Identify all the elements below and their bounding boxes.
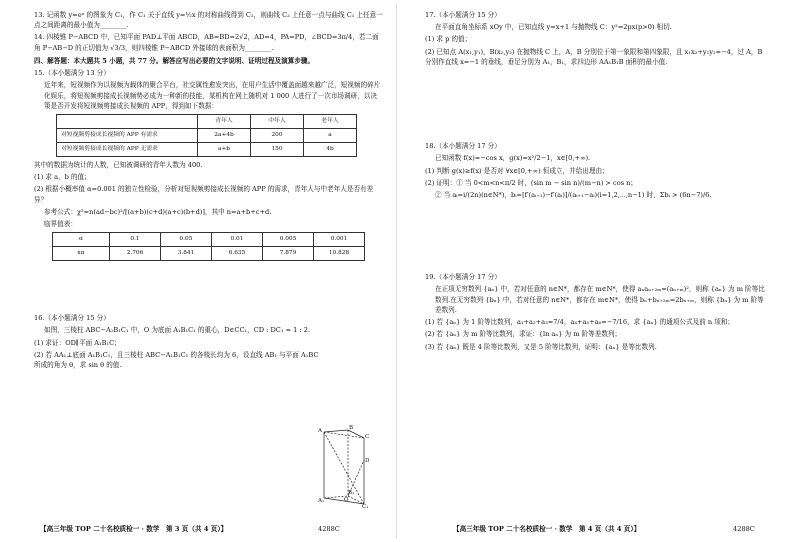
paper-code: 4288C (318, 524, 340, 533)
table-row (57, 142, 357, 156)
table-cell: 0.001 (314, 233, 365, 247)
survey-table (56, 114, 357, 157)
question-17-heading: 17.（本小题满分 15 分） (425, 11, 501, 19)
question-15-heading: 15.（本小题满分 13 分） (34, 69, 110, 78)
table-row (53, 247, 365, 261)
vertex-label: A (318, 428, 322, 434)
table-cell: 2a+4b (198, 128, 251, 142)
table-cell: 对短视频剪接成长视频的 APP 无需求 (57, 142, 198, 156)
question-19-part-2: (2) 若 {aₙ} 为 m 阶等比数列，求证：{ln aₙ} 为 m 阶等差数列； (425, 330, 622, 339)
table-header-cell: 青年人 (198, 114, 251, 128)
question-18-part-1: (1) 判断 g(x)≥f(x) 是否对 ∀x∈[0,+∞) 恒成立，并给出理由； (425, 166, 609, 175)
table-cell: 7.879 (263, 247, 314, 261)
table-header-cell: 老年人 (304, 114, 357, 128)
table-header-cell (57, 114, 198, 128)
table-row (57, 128, 357, 142)
table-cell: a+b (198, 142, 251, 156)
edge (324, 432, 364, 504)
question-15-note: 其中的数据为统计的人数，已知被调研的青年人数为 400. (34, 160, 203, 169)
table-row (53, 233, 365, 247)
table-row (57, 114, 357, 128)
vertex-label: O (344, 497, 349, 503)
table-cell: 0.01 (212, 233, 263, 247)
answer-space (425, 202, 766, 272)
vertex-label: D (365, 458, 370, 464)
edge (324, 430, 348, 432)
question-13: 13. 记函数 y=eˣ 的图象为 C₁，作 C₁ 关于直线 y=½x 的对称曲线得到 C₂，则曲线 C₂ 上任意一点与曲线 C₁ 上任意一点之间距离的最小值为________. (34, 11, 383, 30)
answer-space (34, 265, 383, 313)
question-15-part-1: (1) 求 a，b 的值； (34, 173, 91, 182)
critical-value-table (52, 232, 365, 261)
question-16-text: 如图，三棱柱 ABC−A₁B₁C₁ 中，O 为底面 A₁B₁C₁ 的重心，D∈CC₁，CD : DC₁ = 1 : 2. (44, 326, 311, 335)
vertex-label: B₁ (348, 490, 355, 496)
answer-space (425, 69, 766, 141)
question-18-part-2a: (2) 证明：① 当 0<m<n<π/2 时，(sin m − sin n)/(m−n) > cos n； (425, 178, 638, 187)
vertex-label: C (365, 434, 370, 440)
footer-page-4: 【高三年级 TOP 二十名校质检一 · 数学 第 4 页（共 4 页）】 (453, 524, 641, 533)
question-19-heading: 19.（本小题满分 17 分） (425, 273, 501, 282)
table-cell: a (304, 128, 357, 142)
table-cell: 0.1 (110, 233, 161, 247)
question-15-text: 近年来，短视频作为以视频为载体的聚合平台，社交属性愈发突出，在用户生活中覆盖面越来越广泛，短视频的碎片化娱乐，将短视频剪接成长视频势必成为一种新的技能，某机构在网上随机对 1 000 人进行了一次市场调研，以决策是否开发将短视频剪接成长视频的 APP，得到如下数据： (44, 81, 381, 110)
table-cell: 10.828 (314, 247, 365, 261)
question-17-part-2: (2) 已知点 A(x₁,y₁)，B(x₂,y₂) 在抛物线 C 上，A，B 分别位于第一象限和第四象限，且 x₁x₂+y₁y₂=−4，过 A，B 分别作直线 x=−1 的垂线，垂足分别为 A₁，B₁，求四边形 AA₁B₁B 面积的最小值. (425, 47, 763, 66)
page-4 (397, 0, 794, 542)
critical-value-label: 临界值表： (44, 220, 77, 229)
vertex-label: B (349, 425, 354, 431)
table-header-cell: α (53, 233, 110, 247)
question-19-part-1: (1) 若 {aₙ} 为 1 阶等比数列，a₁+a₂+a₃=7/4，a₄+a₅+a₆=−7/16，求 {aₙ} 的通项公式及前 n 项和； (425, 318, 735, 327)
question-16-part-1: (1) 求证：OD∥平面 A₁B₁C； (34, 338, 121, 347)
question-19-part-3: (3) 若 {aₙ} 既是 4 阶等比数列，又是 5 阶等比数列，证明：{aₙ} 是等比数列. (425, 342, 657, 351)
table-cell: 0.05 (161, 233, 212, 247)
question-15-part-2: (2) 根据小概率值 α=0.001 的独立性检验，分析对短视频剪接成长视频的 APP 的需求，青年人与中老年人是否有差异？ (34, 185, 374, 204)
paper-code: 4288C (733, 524, 755, 533)
footer-page-3: 【高三年级 TOP 二十名校质检一 · 数学 第 3 页（共 4 页）】 (40, 524, 228, 533)
section-4-heading: 四、解答题：本大题共 5 小题，共 77 分。解答应写出必要的文字说明、证明过程及演算步骤。 (34, 56, 315, 65)
vertex-label: C₁ (362, 504, 369, 508)
table-cell: 0.005 (263, 233, 314, 247)
prism-figure (318, 424, 370, 508)
table-header-cell: xα (53, 247, 110, 261)
table-cell: 150 (251, 142, 304, 156)
question-17-text: 在平面直角坐标系 xOy 中，已知直线 y=x+1 与抛物线 C：y²=2px(p>0) 相切. (435, 23, 672, 32)
vertex-label: A₁ (318, 498, 325, 504)
question-14: 14. 四棱锥 P−ABCD 中，已知平面 PAD⊥平面 ABCD，AB=BD=2√2，AD=4，PA=PD，∠BCD=3π/4，若二面角 P−AB−D 的正切值为 √3/3，则四棱锥 P−ABCD 外接球的表面积为________. (34, 33, 379, 52)
question-18-part-2b: ② 当 aᵢ=i/(2n)(n∈N*)，bᵢ=[f′(aᵢ₊₁)−f′(aᵢ)]/(aᵢ₊₁−aᵢ)(i=1,2,⋯,n−1) 时，Σbᵢ > (6n−7)/6. (435, 190, 712, 199)
table-cell: 200 (251, 128, 304, 142)
table-cell: 4b (304, 142, 357, 156)
question-18-heading: 18.（本小题满分 17 分） (425, 142, 501, 151)
table-cell: 对短视频剪接成长视频的 APP 有需求 (57, 128, 198, 142)
question-17-part-1: (1) 求 p 的值； (425, 35, 472, 44)
question-16-part-2: (2) 若 AA₁⊥底面 A₁B₁C₁，且三棱柱 ABC−A₁B₁C₁ 的各棱长均为 6，设直线 AB₁ 与平面 A₁BC 所成的角为 θ，求 sin θ 的值. (34, 350, 319, 370)
question-16-heading: 16.（本小题满分 15 分） (34, 314, 110, 323)
table-header-cell: 中年人 (251, 114, 304, 128)
table-cell: 6.635 (212, 247, 263, 261)
reference-formula: 参考公式：χ²=n(ad−bc)²/[(a+b)(c+d)(a+c)(b+d)]，其中 n=a+b+c+d. (44, 207, 272, 216)
table-cell: 2.706 (110, 247, 161, 261)
question-18-text: 已知函数 f(x)=−cos x，g(x)=x²/2−1，x∈[0,+∞). (435, 154, 591, 163)
table-cell: 3.841 (161, 247, 212, 261)
question-19-text: 在正项无穷数列 {aₙ} 中，若对任意的 n∈N*，都存在 m∈N*，使得 aₙaₙ₊₂ₘ=(aₙ₊ₘ)²，则称 {aₙ} 为 m 阶等比数列.在无穷数列 {bₙ} 中，若对任意的 n∈N*，都存在 m∈N*，使得 bₙ+bₙ₊₂ₘ=2bₙ₊ₘ，则称 {bₙ} 为 m 阶等差数列. (435, 285, 765, 314)
